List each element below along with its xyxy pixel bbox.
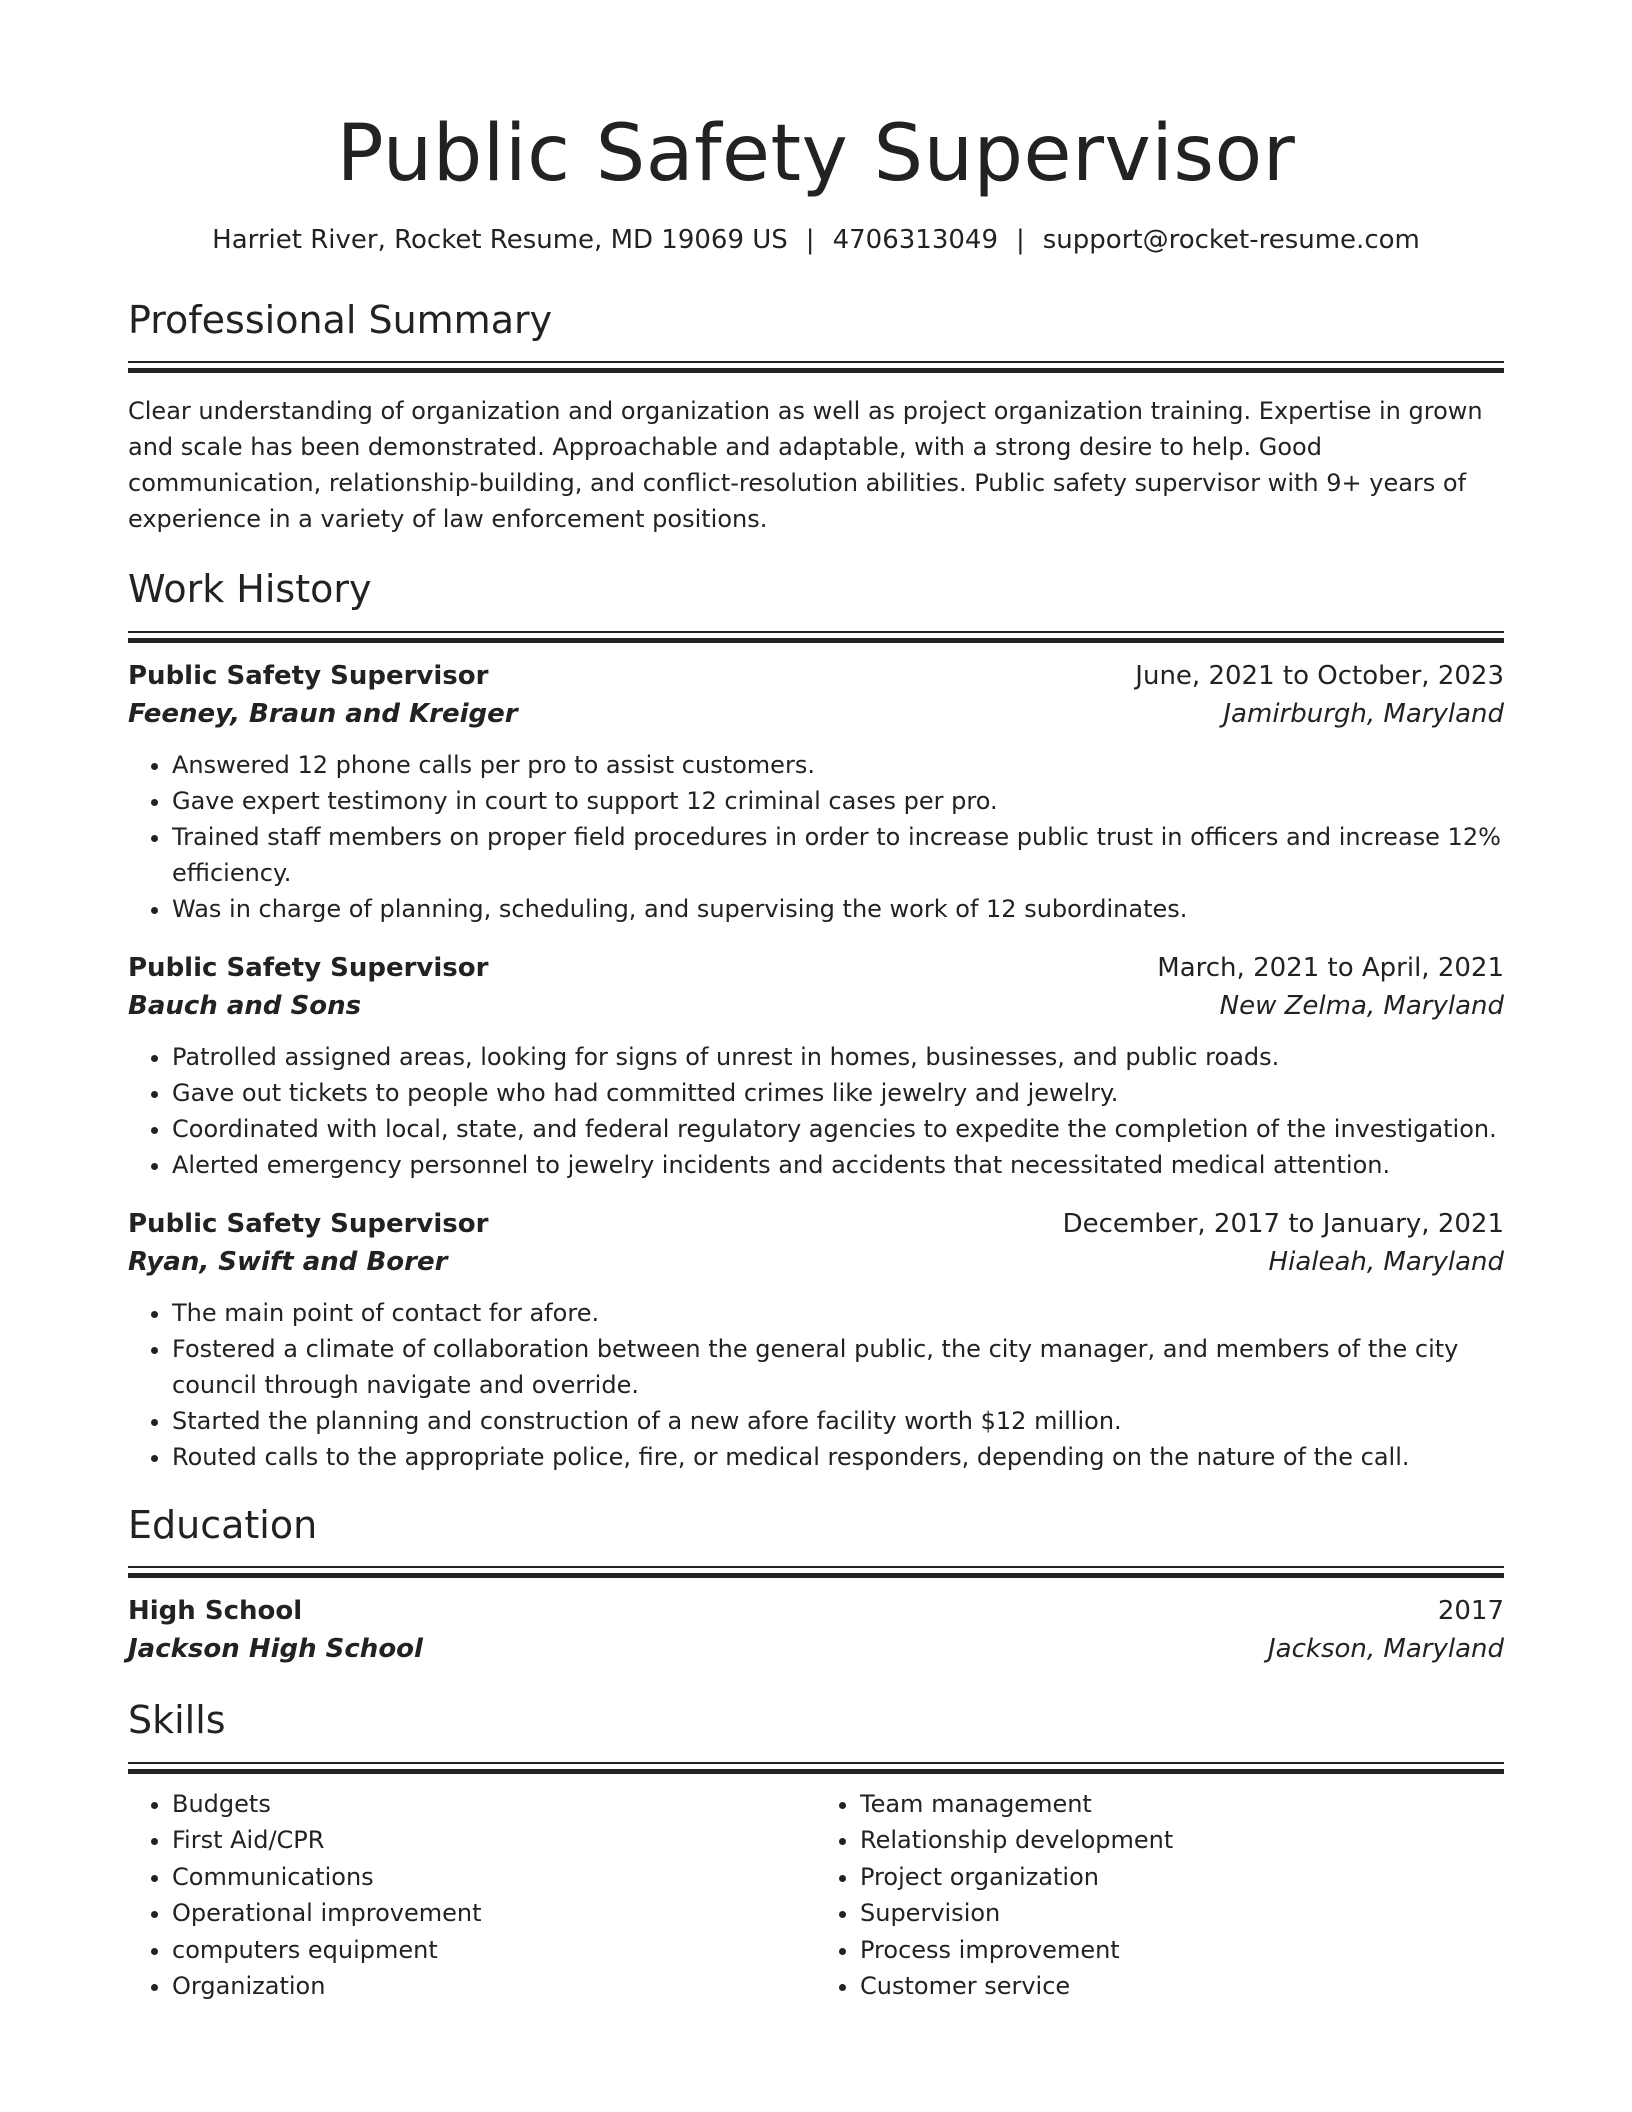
- job-header-row: [128, 657, 1504, 695]
- job-location: Hialeah, Maryland: [1268, 1246, 1504, 1277]
- list-item: • Routed calls to the appropriate police, fire, or medical responders, depending on the nature of the call.: [172, 1439, 1504, 1475]
- education-school: Jackson High School: [128, 1634, 423, 1665]
- job-header-row: [128, 1205, 1504, 1243]
- job-bullets: [128, 1295, 1504, 1475]
- section-divider: [128, 1762, 1504, 1772]
- education-heading: Education: [128, 1502, 318, 1547]
- list-item: • Answered 12 phone calls per pro to assist customers.: [172, 747, 1504, 783]
- skill-item: • Project organization: [860, 1859, 1504, 1896]
- job-entry: [128, 949, 1504, 1183]
- list-item: • Started the planning and construction of a new afore facility worth $12 million.: [172, 1403, 1504, 1439]
- section-divider: [128, 631, 1504, 641]
- job-location: Jamirburgh, Maryland: [1223, 698, 1504, 729]
- contact-address: Harriet River, Rocket Resume, MD 19069 US: [212, 224, 788, 255]
- job-company: Bauch and Sons: [128, 990, 362, 1021]
- skill-item: • Customer service: [860, 1968, 1504, 2005]
- skills-column-right: [816, 1786, 1504, 2005]
- job-entry: [128, 657, 1504, 927]
- section-divider: [128, 1566, 1504, 1576]
- skills-grid: [128, 1786, 1504, 2005]
- work-history-section: [128, 567, 1504, 1475]
- job-header-row: [128, 949, 1504, 987]
- skill-item: • First Aid/CPR: [172, 1822, 816, 1859]
- skill-item: • Communications: [172, 1859, 816, 1896]
- job-company: Ryan, Swift and Borer: [128, 1246, 448, 1277]
- education-section: [128, 1503, 1504, 1669]
- job-company-row: [128, 987, 1504, 1025]
- skill-item: • Team management: [860, 1786, 1504, 1823]
- job-title: Public Safety Supervisor: [128, 1208, 489, 1239]
- education-school-row: [128, 1630, 1504, 1668]
- list-item: • Patrolled assigned areas, looking for signs of unrest in homes, businesses, and public roads.: [172, 1039, 1504, 1075]
- skills-section: [128, 1698, 1504, 2005]
- job-bullets: [128, 747, 1504, 927]
- job-entry: [128, 1205, 1504, 1475]
- contact-email: support@rocket-resume.com: [1042, 224, 1420, 255]
- job-dates: June, 2021 to October, 2023: [1135, 660, 1504, 691]
- skills-column-left: [128, 1786, 816, 2005]
- contact-phone: 4706313049: [832, 224, 998, 255]
- job-company-row: [128, 695, 1504, 733]
- resume-title: Public Safety Supervisor: [336, 109, 1296, 199]
- summary-heading: Professional Summary: [128, 297, 553, 342]
- contact-separator: |: [1015, 224, 1025, 255]
- job-title: Public Safety Supervisor: [128, 952, 489, 983]
- list-item: • Trained staff members on proper field procedures in order to increase public trust in officers and increase 12% efficiency.: [172, 819, 1504, 891]
- skill-item: • Organization: [172, 1968, 816, 2005]
- section-divider: [128, 361, 1504, 371]
- list-item: • Fostered a climate of collaboration between the general public, the city manager, and members of the city council through navigate and override.: [172, 1331, 1504, 1403]
- job-bullets: [128, 1039, 1504, 1183]
- contact-line: [128, 224, 1504, 258]
- job-dates: December, 2017 to January, 2021: [1062, 1208, 1504, 1239]
- contact-separator: |: [805, 224, 815, 255]
- work-history-heading: Work History: [128, 567, 372, 612]
- job-company: Feeney, Braun and Kreiger: [128, 698, 518, 729]
- education-entry: [128, 1592, 1504, 1668]
- list-item: • Coordinated with local, state, and federal regulatory agencies to expedite the completion of the investigation.: [172, 1111, 1504, 1147]
- skill-item: • Budgets: [172, 1786, 816, 1823]
- job-title: Public Safety Supervisor: [128, 660, 489, 691]
- list-item: • Alerted emergency personnel to jewelry incidents and accidents that necessitated medical attention.: [172, 1147, 1504, 1183]
- education-location: Jackson, Maryland: [1268, 1634, 1504, 1665]
- summary-text: Clear understanding of organization and organization as well as project organization training. Expertise in grown and scale has been demonstrated. Approachable and adaptable, with a strong desire to help. Good communication, relationship-building, and conflict-resolution abilities. Public safety supervisor with 9+ years of experience in a variety of law enforcement positions.: [128, 397, 1483, 534]
- list-item: • Gave out tickets to people who had committed crimes like jewelry and jewelry.: [172, 1075, 1504, 1111]
- list-item: • Gave expert testimony in court to support 12 criminal cases per pro.: [172, 783, 1504, 819]
- education-degree: High School: [128, 1596, 303, 1627]
- summary-section: [128, 298, 1504, 538]
- skill-item: • Operational improvement: [172, 1895, 816, 1932]
- skill-item: • computers equipment: [172, 1932, 816, 1969]
- skill-item: • Supervision: [860, 1895, 1504, 1932]
- job-company-row: [128, 1243, 1504, 1281]
- education-year: 2017: [1437, 1596, 1504, 1627]
- skills-list: [128, 1786, 816, 2005]
- list-item: • The main point of contact for afore.: [172, 1295, 1504, 1331]
- job-dates: March, 2021 to April, 2021: [1157, 952, 1504, 983]
- skill-item: • Relationship development: [860, 1822, 1504, 1859]
- skills-list: [816, 1786, 1504, 2005]
- education-header-row: [128, 1592, 1504, 1630]
- list-item: • Was in charge of planning, scheduling, and supervising the work of 12 subordinates.: [172, 891, 1504, 927]
- job-location: New Zelma, Maryland: [1219, 990, 1504, 1021]
- skill-item: • Process improvement: [860, 1932, 1504, 1969]
- skills-heading: Skills: [128, 1698, 226, 1743]
